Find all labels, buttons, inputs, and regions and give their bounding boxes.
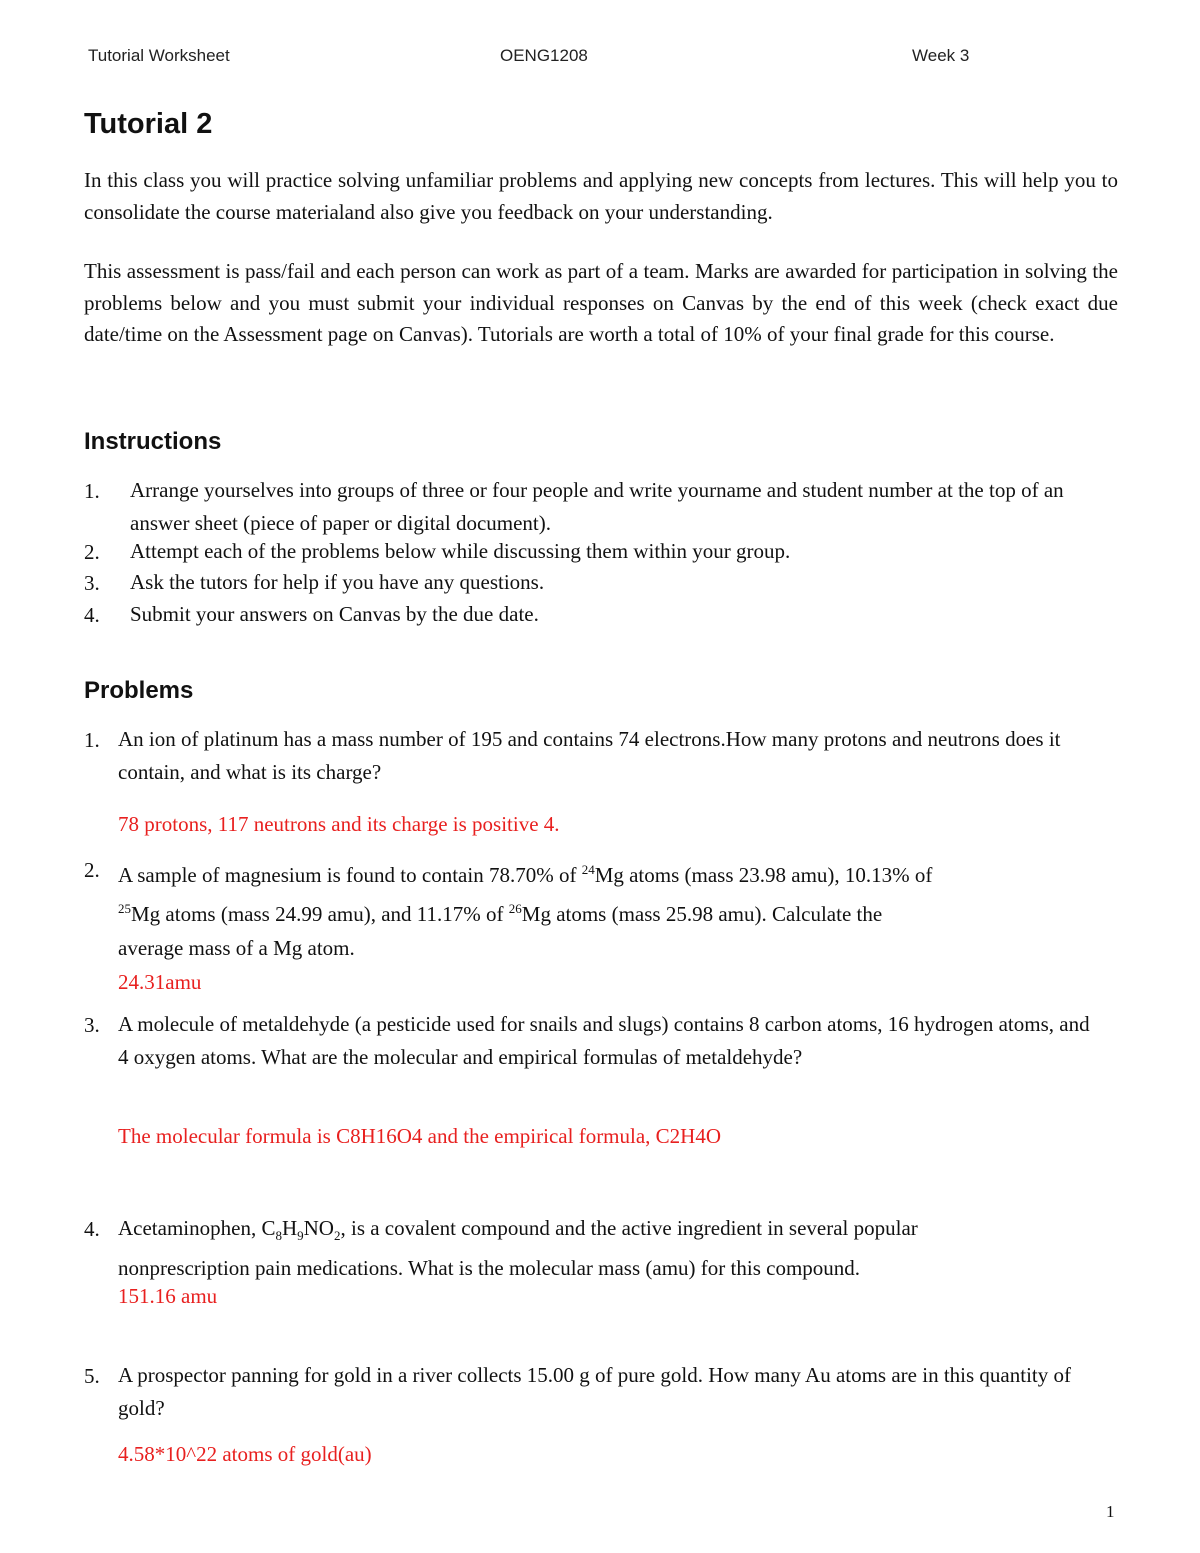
problem-number: 1. [84,728,100,752]
problem-4-text: Acetaminophen, $C_8H_9NO_2$, is a covalent compound and the active ingredient in several popular nonprescription pain medications. What is the molecular mass (amu) for this compound. [118,1216,918,1281]
problem-4-answer: 151.16 amu [118,1284,218,1308]
problem-1-answer: 78 protons, 117 neutrons and its charge is positive 4. [118,812,560,836]
instruction-number: 4. [84,603,100,627]
problem-5-text: A prospector panning for gold in a river collects 15.00 g of pure gold. How many Au atoms are in this quantity of gold? [118,1363,1071,1420]
instruction-item: Arrange yourselves into groups of three or four people and write yourname and student number at the top of an answer sheet (piece of paper or digital document). [130,478,1064,535]
problems-heading: Problems [84,677,194,704]
problem-1-text: An ion of platinum has a mass number of 195 and contains 74 electrons.How many protons and neutrons does it contain, and what is its charge? [118,727,1061,784]
header-left: Tutorial Worksheet [88,46,230,65]
header-week: Week 3 [912,46,970,65]
instruction-item: Attempt each of the problems below while discussing them within your group. [130,539,791,563]
isotope-superscript: 26 [508,901,522,916]
instructions-heading: Instructions [84,428,222,455]
problem-3-answer: The molecular formula is C8H16O4 and the empirical formula, C2H4O [118,1124,722,1148]
problem-2-text: A sample of magnesium is found to contain 78.70% of $^{24}$Mg atoms (mass 23.98 amu), 10.13% of $^{25}$Mg atoms (mass 24.99 amu), and 11.17% of $^{26}$Mg atoms (mass 25.98 amu). Calculate the average mass of a Mg atom. [118,862,933,960]
problem-number: 5. [84,1364,100,1388]
problem-number: 2. [84,858,100,882]
problem-3-text: A molecule of metaldehyde (a pesticide used for snails and slugs) contains 8 carbon atoms, 16 hydrogen atoms, and 4 oxygen atoms. What are the molecular and empirical formulas of metaldehyde? [118,1012,1090,1069]
instruction-item: Ask the tutors for help if you have any questions. [130,570,545,594]
intro-paragraph-2: This assessment is pass/fail and each person can work as part of a team. Marks are awarded for participation in solving the problems below and you must submit your individual responses on Canvas by the end of this week (check exact due date/time on the Assessment page on Canvas). Tutorials are worth a total of 10% of your final grade for this course. [84,259,1118,346]
instruction-number: 2. [84,540,100,564]
isotope-superscript: 24 [581,862,595,877]
isotope-superscript: 25 [118,901,131,916]
header-course: OENG1208 [500,46,588,65]
problem-5-answer: 4.58*10^22 atoms of gold(au) [118,1442,372,1466]
problem-2-answer: 24.31amu [118,970,202,994]
intro-paragraph-1: In this class you will practice solving unfamiliar problems and applying new concepts from lectures. This will help you to consolidate the course materialand also give you feedback on your understanding. [84,168,1118,224]
instruction-item: Submit your answers on Canvas by the due date. [130,602,539,626]
instruction-number: 1. [84,479,100,503]
page-number: 1 [1106,1502,1115,1521]
page-title: Tutorial 2 [84,108,213,140]
problem-number: 4. [84,1217,100,1241]
instruction-number: 3. [84,571,100,595]
problem-number: 3. [84,1013,100,1037]
